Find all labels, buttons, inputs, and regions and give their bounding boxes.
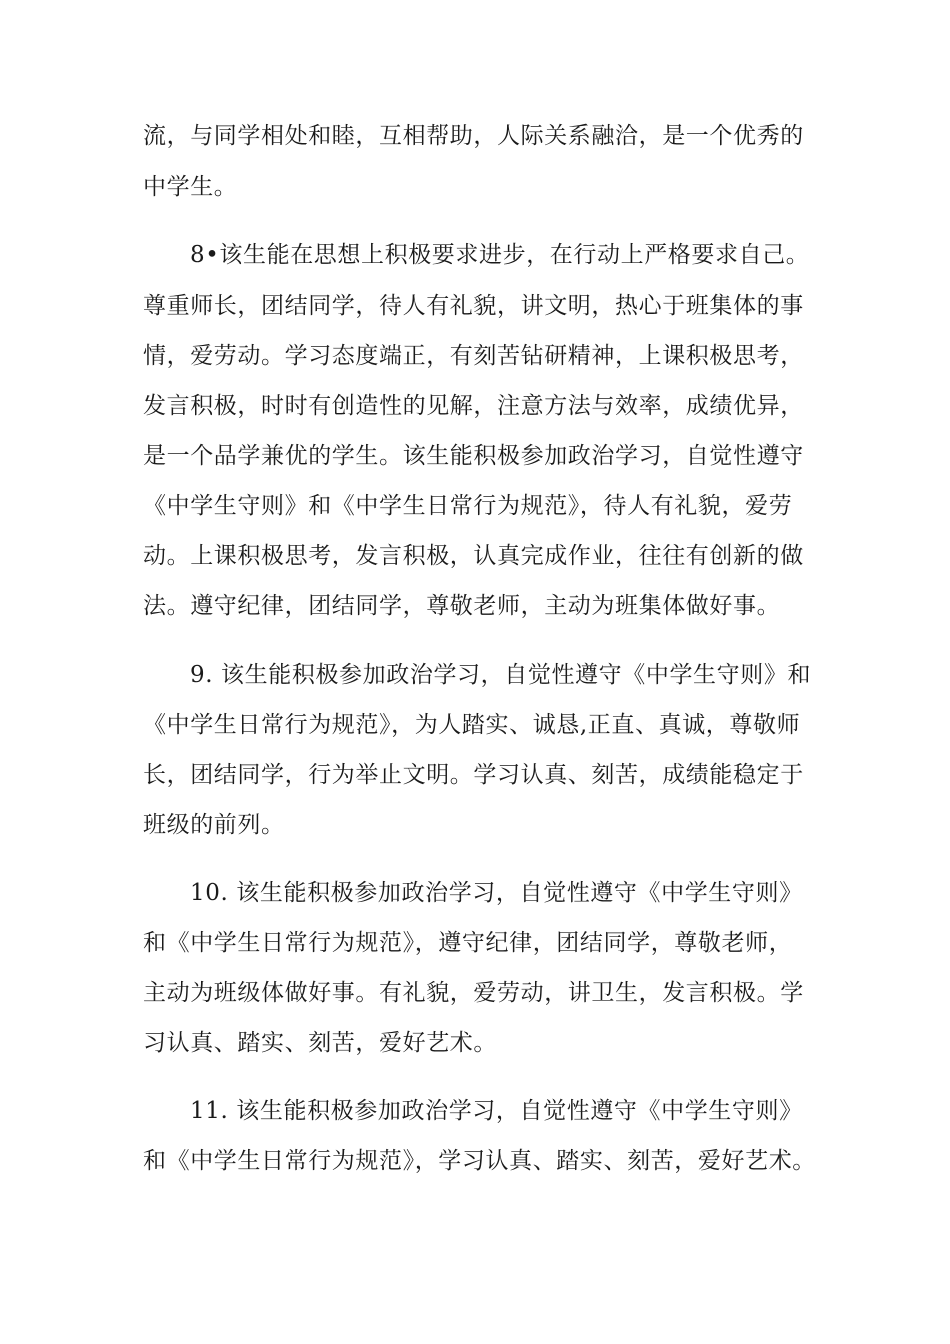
text-line: 《中学生日常行为规范》，为人踏实、诚恳,正直、真诚，尊敬师 [143,712,801,738]
text-line: 主动为班级体做好事。有礼貌，爱劳动，讲卫生，发言积极。学 [143,980,804,1006]
text-line: 和《中学生日常行为规范》，遵守纪律，团结同学，尊敬老师， [143,930,793,956]
text-line: 中学生。 [143,174,238,200]
text-line: 班级的前列。 [143,812,285,838]
text-line: 长，团结同学，行为举止文明。学习认真、刻苦，成绩能稳定于 [143,762,804,788]
text-line: 习认真、踏实、刻苦，爱好艺术。 [143,1030,497,1056]
text-line: 是一个品学兼优的学生。该生能积极参加政治学习，自觉性遵守 [143,443,804,469]
paragraph-9-first-line: 9. 该生能积极参加政治学习，自觉性遵守《中学生守则》和 [190,662,812,688]
paragraph-10-first-line: 10. 该生能积极参加政治学习，自觉性遵守《中学生守则》 [190,880,803,906]
text-line: 流，与同学相处和睦，互相帮助，人际关系融洽，是一个优秀的 [143,123,804,149]
text-line: 发言积极，时时有创造性的见解，注意方法与效率，成绩优异， [143,393,804,419]
paragraph-8-first-line: 8•该生能在思想上积极要求进步，在行动上严格要求自己。 [190,242,810,268]
text-line: 尊重师长，团结同学，待人有礼貌，讲文明，热心于班集体的事 [143,293,804,319]
text-line: 情，爱劳动。学习态度端正，有刻苦钻研精神，上课积极思考， [143,343,804,369]
text-line: 和《中学生日常行为规范》，学习认真、踏实、刻苦，爱好艺术。 [143,1148,816,1174]
text-line: 《中学生守则》和《中学生日常行为规范》，待人有礼貌，爱劳 [143,493,793,519]
text-line: 动。上课积极思考，发言积极，认真完成作业，往往有创新的做 [143,543,804,569]
paragraph-11-first-line: 11. 该生能积极参加政治学习，自觉性遵守《中学生守则》 [190,1098,803,1124]
text-line: 法。遵守纪律，团结同学，尊敬老师，主动为班集体做好事。 [143,593,781,619]
